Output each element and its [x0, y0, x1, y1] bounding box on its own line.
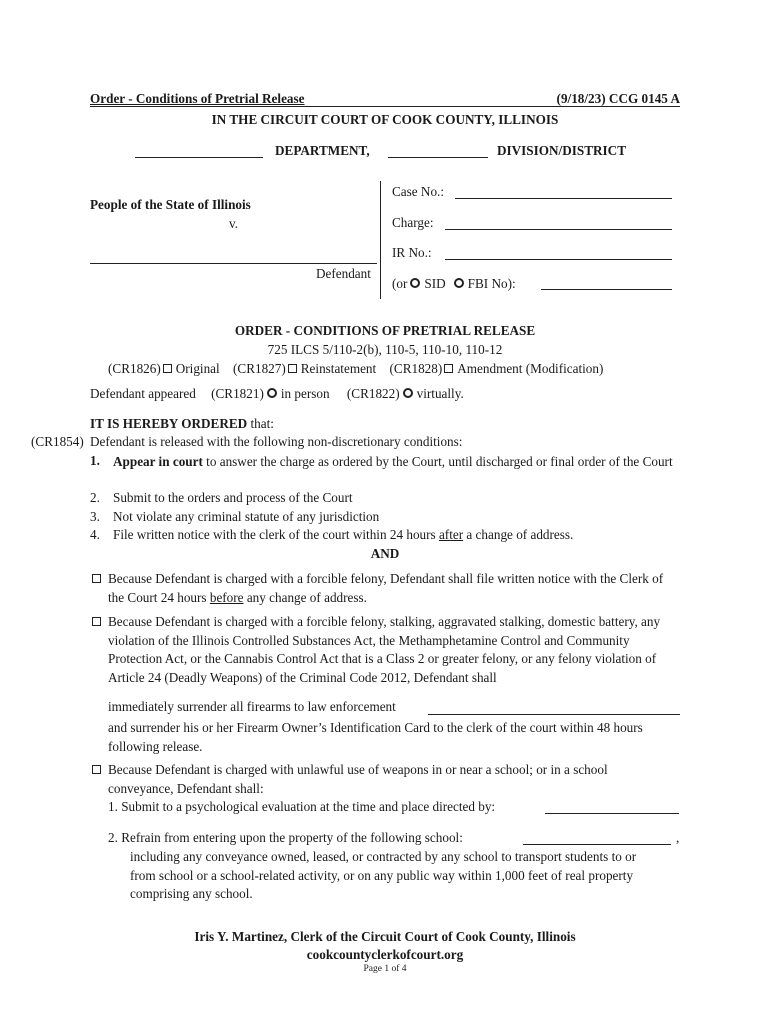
reinstatement-label: Reinstatement [300, 361, 377, 376]
virtually-label: virtually. [416, 386, 464, 401]
foid-text: and surrender his or her Firearm Owner’s Identification Card to the clerk of the court within 48 hours following release. [108, 720, 643, 754]
defendant-label: Defendant [316, 266, 371, 281]
appeared-label: Defendant appeared [90, 386, 196, 401]
form-title: Order - Conditions of Pretrial Release [90, 91, 305, 106]
sub-item-2-continued: including any conveyance owned, leased, or contracted by any school to transport students to or from school or a school-related activity, or on any public way within 1,000 feet of real property comprising any school. [130, 849, 637, 902]
fbi-label: FBI No): [467, 276, 516, 291]
versus: v. [229, 216, 239, 231]
cr1821-code: (CR1821) [211, 386, 264, 401]
law-enforcement-blank[interactable] [428, 714, 680, 715]
option-2-text: Because Defendant is charged with a forcible felony, stalking, aggravated stalking, domestic battery, any violation of the Illinois Controlled Substances Act, the Methamphetamine Control and Community Protection Act, or the Cannabis Control Act that is a Class 2 or greater felony, or any felony violation of Article 24 (Deadly Weapons) of the Criminal Code 2012, Defendant shall [108, 614, 661, 685]
caption-divider [380, 181, 381, 299]
or-label: (or [392, 276, 408, 291]
appearance-row [90, 386, 464, 402]
original-label: Original [175, 361, 220, 376]
virtually-radio[interactable] [403, 388, 413, 398]
cr1826-code: (CR1826) [108, 361, 161, 376]
item-1-num: 1. [90, 453, 100, 468]
in-person-radio[interactable] [267, 388, 277, 398]
evaluation-director-blank[interactable] [545, 813, 679, 814]
fbi-radio[interactable] [454, 278, 464, 288]
sub-item-2: 2. Refrain from entering upon the property of the following school: [108, 830, 463, 845]
clerk-website[interactable]: cookcountyclerkofcourt.org [306, 947, 464, 962]
released-text: Defendant is released with the following non-discretionary conditions: [90, 434, 463, 449]
item-4-num: 4. [90, 527, 100, 542]
division-label: DIVISION/DISTRICT [497, 143, 626, 158]
department-label: DEPARTMENT, [275, 143, 370, 158]
alt-id-line [392, 276, 516, 292]
surrender-text: immediately surrender all firearms to law enforcement [108, 699, 396, 714]
item-3-num: 3. [90, 509, 100, 524]
school-name-blank[interactable] [523, 844, 671, 845]
original-checkbox[interactable] [163, 364, 172, 373]
cr1828-code: (CR1828) [389, 361, 443, 376]
ordered-bold: IT IS HEREBY ORDERED [90, 416, 248, 431]
item-3-text: Not violate any criminal statute of any jurisdiction [113, 509, 380, 524]
cr1822-code: (CR1822) [346, 386, 400, 401]
and-heading: AND [370, 546, 400, 561]
option-1-text: Because Defendant is charged with a forcible felony, Defendant shall file written notice with the Clerk of the Court 24 hours before any change of address. [108, 571, 664, 605]
ir-no-label: IR No.: [392, 245, 432, 260]
item-4-text: File written notice with the clerk of the court within 24 hours after a change of address. [113, 527, 574, 542]
form-code: (9/18/23) CCG 0145 A [556, 91, 680, 106]
amendment-checkbox[interactable] [444, 364, 453, 373]
defendant-name-blank[interactable] [90, 263, 377, 264]
reinstatement-checkbox[interactable] [288, 364, 297, 373]
in-person-label: in person [280, 386, 330, 401]
department-blank[interactable] [135, 157, 263, 158]
case-no-field[interactable] [455, 198, 672, 199]
option-2-checkbox[interactable] [92, 617, 101, 626]
ordered-that: that: [247, 416, 274, 431]
division-blank[interactable] [388, 157, 488, 158]
sub-item-2-comma: , [676, 830, 680, 845]
item-2-text: Submit to the orders and process of the Court [113, 490, 353, 505]
item-2-num: 2. [90, 490, 100, 505]
plaintiff-name: People of the State of Illinois [90, 197, 251, 212]
order-title: ORDER - CONDITIONS OF PRETRIAL RELEASE [234, 323, 536, 338]
sub-item-1: 1. Submit to a psychological evaluation at the time and place directed by: [108, 799, 496, 814]
charge-label: Charge: [392, 215, 434, 230]
amendment-label: Amendment (Modification) [457, 361, 604, 376]
item-1-text: Appear in court to answer the charge as ordered by the Court, until discharged or final order of the Court [113, 454, 673, 469]
page-number: Page 1 of 4 [363, 964, 407, 974]
sid-radio[interactable] [410, 278, 420, 288]
order-type-row [108, 361, 603, 377]
cr1854-code: (CR1854) [31, 434, 84, 449]
alt-id-field[interactable] [541, 289, 672, 290]
ordered-heading [90, 416, 274, 432]
statute: 725 ILCS 5/110-2(b), 110-5, 110-10, 110-12 [267, 342, 503, 357]
option-3-text: Because Defendant is charged with unlawful use of weapons in or near a school; or in a school conveyance, Defendant shall: [108, 762, 608, 796]
option-3-checkbox[interactable] [92, 765, 101, 774]
option-1-checkbox[interactable] [92, 574, 101, 583]
case-no-label: Case No.: [392, 184, 445, 199]
sid-label: SID [424, 276, 446, 291]
ir-no-field[interactable] [445, 259, 672, 260]
clerk-name: Iris Y. Martinez, Clerk of the Circuit Court of Cook County, Illinois [194, 929, 576, 944]
charge-field[interactable] [445, 229, 672, 230]
cr1827-code: (CR1827) [233, 361, 286, 376]
court-heading: IN THE CIRCUIT COURT OF COOK COUNTY, ILLINOIS [211, 112, 559, 127]
